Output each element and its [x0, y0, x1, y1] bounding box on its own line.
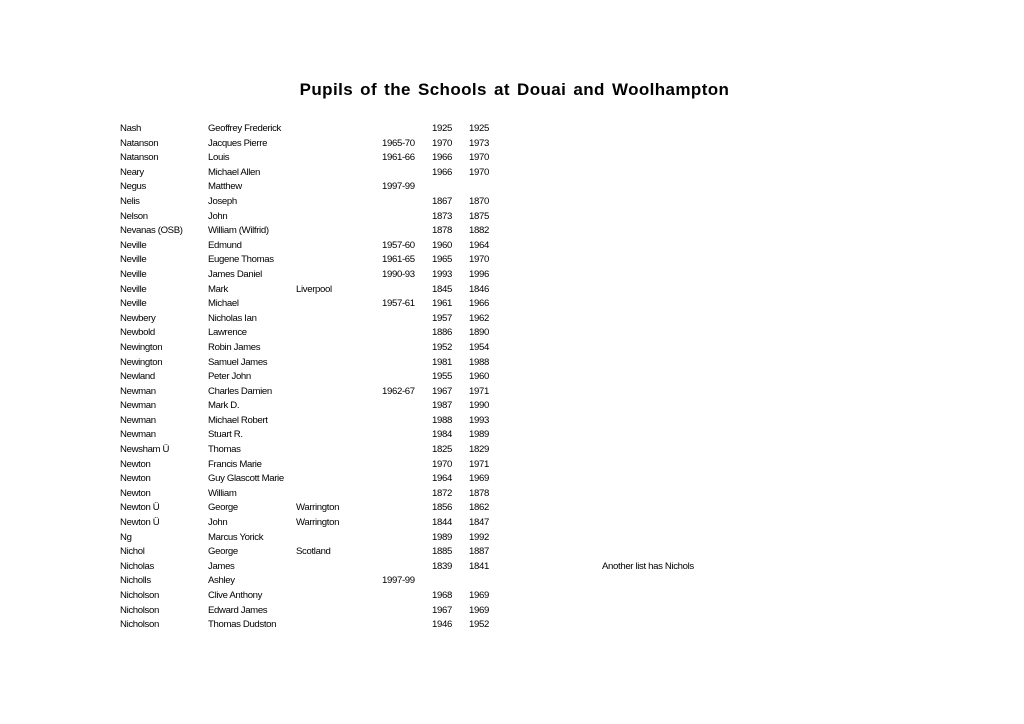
- surname-cell: Nash: [120, 123, 141, 134]
- table-row: [0, 516, 1024, 531]
- left-year-cell: 1878: [469, 487, 489, 499]
- left-year-cell: 1887: [469, 546, 489, 558]
- left-year-cell: 1875: [469, 210, 489, 222]
- entered-year-cell: 1825: [432, 444, 452, 456]
- page-title: Pupils of the Schools at Douai and Woolhampton: [299, 80, 730, 99]
- table-row: [0, 370, 1024, 385]
- left-year-cell: 1862: [469, 502, 489, 514]
- table-row: [0, 180, 1024, 195]
- surname-cell: Natanson: [120, 137, 159, 149]
- surname-cell: Newsham Ü: [120, 444, 170, 456]
- table-row: [0, 137, 1024, 152]
- surname-cell: Newton: [120, 473, 151, 485]
- left-year-cell: 1890: [469, 327, 489, 339]
- forenames-cell: Michael Allen: [208, 166, 260, 178]
- forenames-cell: Edward James: [208, 604, 268, 616]
- surname-cell: Neville: [120, 239, 147, 251]
- surname-cell: Newman: [120, 414, 156, 426]
- surname-cell: Neary: [120, 166, 144, 178]
- table-row: [0, 326, 1024, 341]
- left-year-cell: 1971: [469, 458, 489, 470]
- entered-year-cell: 1952: [432, 341, 452, 353]
- left-year-cell: 1962: [469, 312, 489, 324]
- surname-cell: Nicholson: [120, 590, 159, 601]
- surname-cell: Neville: [120, 298, 147, 310]
- entered-year-cell: 1957: [432, 312, 452, 324]
- table-row: [0, 604, 1024, 619]
- forenames-cell: Geoffrey Frederick: [208, 123, 281, 134]
- forenames-cell: John: [208, 517, 228, 529]
- left-year-cell: 1988: [469, 356, 489, 368]
- forenames-cell: William: [208, 487, 237, 499]
- table-row: [0, 122, 1024, 137]
- entered-year-cell: 1967: [432, 604, 452, 616]
- left-year-cell: 1964: [469, 239, 489, 251]
- surname-cell: Newington: [120, 356, 163, 368]
- entered-year-cell: 1965: [432, 254, 452, 266]
- forenames-cell: Charles Damien: [208, 385, 272, 397]
- surname-cell: Natanson: [120, 152, 159, 164]
- left-year-cell: 1847: [469, 517, 489, 529]
- forenames-cell: Edmund: [208, 239, 242, 251]
- entered-year-cell: 1873: [432, 210, 452, 222]
- entered-year-cell: 1878: [432, 225, 452, 237]
- surname-cell: Nicholas: [120, 560, 154, 572]
- table-row: [0, 399, 1024, 414]
- entered-year-cell: 1961: [432, 298, 452, 310]
- surname-cell: Newton: [120, 458, 151, 470]
- forenames-cell: Jacques Pierre: [208, 137, 268, 149]
- place-cell: Warrington: [296, 517, 340, 529]
- forenames-cell: Joseph: [208, 195, 237, 207]
- entered-year-cell: 1885: [432, 546, 452, 558]
- left-year-cell: 1992: [469, 531, 489, 543]
- table-row: [0, 210, 1024, 225]
- entered-year-cell: 1867: [432, 195, 452, 207]
- table-row: [0, 472, 1024, 487]
- surname-cell: Newman: [120, 429, 156, 441]
- table-row: [0, 414, 1024, 429]
- table-row: [0, 385, 1024, 400]
- surname-cell: Newington: [120, 341, 163, 353]
- surname-cell: Nicholls: [120, 575, 151, 587]
- left-year-cell: 1970: [469, 166, 489, 178]
- forenames-cell: Michael: [208, 298, 239, 310]
- table-row: [0, 487, 1024, 502]
- surname-cell: Newton Ü: [120, 502, 160, 514]
- table-row: [0, 356, 1024, 371]
- table-row: [0, 297, 1024, 312]
- entered-year-cell: 1960: [432, 239, 452, 251]
- forenames-cell: George: [208, 546, 238, 558]
- left-year-cell: 1996: [469, 268, 489, 280]
- left-year-cell: 1969: [469, 590, 489, 601]
- entered-year-cell: 1967: [432, 385, 452, 397]
- forenames-cell: Clive Anthony: [208, 590, 263, 601]
- surname-cell: Newman: [120, 400, 156, 412]
- left-year-cell: 1969: [469, 604, 489, 616]
- entered-year-cell: 1946: [432, 619, 452, 631]
- forenames-cell: John: [208, 210, 228, 222]
- surname-cell: Nichol: [120, 546, 145, 558]
- forenames-cell: Marcus Yorick: [208, 531, 264, 543]
- place-cell: Scotland: [296, 546, 331, 558]
- left-year-cell: 1970: [469, 152, 489, 164]
- prep-years-cell: 1990-93: [382, 268, 415, 280]
- forenames-cell: William (Wilfrid): [208, 225, 269, 237]
- table-row: [0, 312, 1024, 327]
- forenames-cell: Thomas Dudston: [208, 619, 277, 631]
- left-year-cell: 1882: [469, 225, 489, 237]
- surname-cell: Newbery: [120, 312, 156, 324]
- table-row: [0, 458, 1024, 473]
- prep-years-cell: 1965-70: [382, 137, 415, 149]
- prep-years-cell: 1957-61: [382, 298, 415, 310]
- forenames-cell: Mark: [208, 283, 228, 295]
- left-year-cell: 1989: [469, 429, 489, 441]
- surname-cell: Nicholson: [120, 619, 159, 631]
- entered-year-cell: 1970: [432, 458, 452, 470]
- entered-year-cell: 1844: [432, 517, 452, 529]
- prep-years-cell: 1997-99: [382, 575, 415, 587]
- surname-cell: Newman: [120, 385, 156, 397]
- forenames-cell: Robin James: [208, 341, 261, 353]
- left-year-cell: 1990: [469, 400, 489, 412]
- left-year-cell: 1954: [469, 341, 489, 353]
- surname-cell: Newton Ü: [120, 517, 160, 529]
- forenames-cell: Mark D.: [208, 400, 240, 412]
- entered-year-cell: 1964: [432, 473, 452, 485]
- left-year-cell: 1952: [469, 619, 489, 631]
- forenames-cell: Michael Robert: [208, 414, 268, 426]
- table-row: [0, 253, 1024, 268]
- prep-years-cell: 1961-66: [382, 152, 415, 164]
- place-cell: Warrington: [296, 502, 340, 514]
- forenames-cell: Nicholas Ian: [208, 312, 257, 324]
- table-row: [0, 443, 1024, 458]
- forenames-cell: Lawrence: [208, 327, 247, 339]
- table-row: [0, 589, 1024, 604]
- left-year-cell: 1841: [469, 560, 489, 572]
- left-year-cell: 1925: [469, 123, 489, 134]
- surname-cell: Newton: [120, 487, 151, 499]
- left-year-cell: 1829: [469, 444, 489, 456]
- table-row: [0, 283, 1024, 298]
- table-row: [0, 428, 1024, 443]
- table-row: [0, 268, 1024, 283]
- table-row: [0, 151, 1024, 166]
- left-year-cell: 1960: [469, 371, 489, 383]
- left-year-cell: 1870: [469, 195, 489, 207]
- entered-year-cell: 1987: [432, 400, 452, 412]
- left-year-cell: 1973: [469, 137, 489, 149]
- table-row: [0, 166, 1024, 181]
- forenames-cell: George: [208, 502, 238, 514]
- entered-year-cell: 1886: [432, 327, 452, 339]
- surname-cell: Ng: [120, 531, 132, 543]
- left-year-cell: 1971: [469, 385, 489, 397]
- surname-cell: Negus: [120, 181, 146, 193]
- table-row: [0, 341, 1024, 356]
- forenames-cell: James: [208, 560, 235, 572]
- forenames-cell: Louis: [208, 152, 230, 164]
- forenames-cell: Francis Marie: [208, 458, 262, 470]
- entered-year-cell: 1955: [432, 371, 452, 383]
- forenames-cell: Thomas: [208, 444, 241, 456]
- surname-cell: Newbold: [120, 327, 155, 339]
- surname-cell: Newland: [120, 371, 155, 383]
- prep-years-cell: 1997-99: [382, 181, 415, 193]
- left-year-cell: 1966: [469, 298, 489, 310]
- table-row: [0, 501, 1024, 516]
- entered-year-cell: 1856: [432, 502, 452, 514]
- surname-cell: Neville: [120, 268, 147, 280]
- pupil-list: [0, 122, 1024, 633]
- forenames-cell: Guy Glascott Marie: [208, 473, 284, 485]
- entered-year-cell: 1988: [432, 414, 452, 426]
- left-year-cell: 1970: [469, 254, 489, 266]
- left-year-cell: 1969: [469, 473, 489, 485]
- surname-cell: Nelson: [120, 210, 148, 222]
- forenames-cell: Eugene Thomas: [208, 254, 274, 266]
- entered-year-cell: 1981: [432, 356, 452, 368]
- entered-year-cell: 1968: [432, 590, 452, 601]
- table-row: [0, 560, 1024, 575]
- place-cell: Liverpool: [296, 283, 332, 295]
- entered-year-cell: 1966: [432, 166, 452, 178]
- surname-cell: Nicholson: [120, 604, 159, 616]
- table-row: [0, 545, 1024, 560]
- surname-cell: Neville: [120, 254, 147, 266]
- entered-year-cell: 1872: [432, 487, 452, 499]
- notes-cell: Another list has Nichols: [602, 560, 694, 572]
- surname-cell: Nelis: [120, 195, 140, 207]
- entered-year-cell: 1970: [432, 137, 452, 149]
- entered-year-cell: 1989: [432, 531, 452, 543]
- entered-year-cell: 1925: [432, 123, 452, 134]
- forenames-cell: Samuel James: [208, 356, 268, 368]
- entered-year-cell: 1966: [432, 152, 452, 164]
- table-row: [0, 239, 1024, 254]
- surname-cell: Neville: [120, 283, 147, 295]
- entered-year-cell: 1984: [432, 429, 452, 441]
- forenames-cell: Ashley: [208, 575, 235, 587]
- left-year-cell: 1993: [469, 414, 489, 426]
- entered-year-cell: 1845: [432, 283, 452, 295]
- table-row: [0, 224, 1024, 239]
- table-row: [0, 574, 1024, 589]
- forenames-cell: Stuart R.: [208, 429, 243, 441]
- entered-year-cell: 1993: [432, 268, 452, 280]
- prep-years-cell: 1961-65: [382, 254, 415, 266]
- prep-years-cell: 1962-67: [382, 385, 415, 397]
- table-row: [0, 618, 1024, 633]
- prep-years-cell: 1957-60: [382, 239, 415, 251]
- forenames-cell: Matthew: [208, 181, 242, 193]
- entered-year-cell: 1839: [432, 560, 452, 572]
- surname-cell: Nevanas (OSB): [120, 225, 183, 237]
- table-row: [0, 195, 1024, 210]
- forenames-cell: Peter John: [208, 371, 251, 383]
- forenames-cell: James Daniel: [208, 268, 262, 280]
- table-row: [0, 531, 1024, 546]
- left-year-cell: 1846: [469, 283, 489, 295]
